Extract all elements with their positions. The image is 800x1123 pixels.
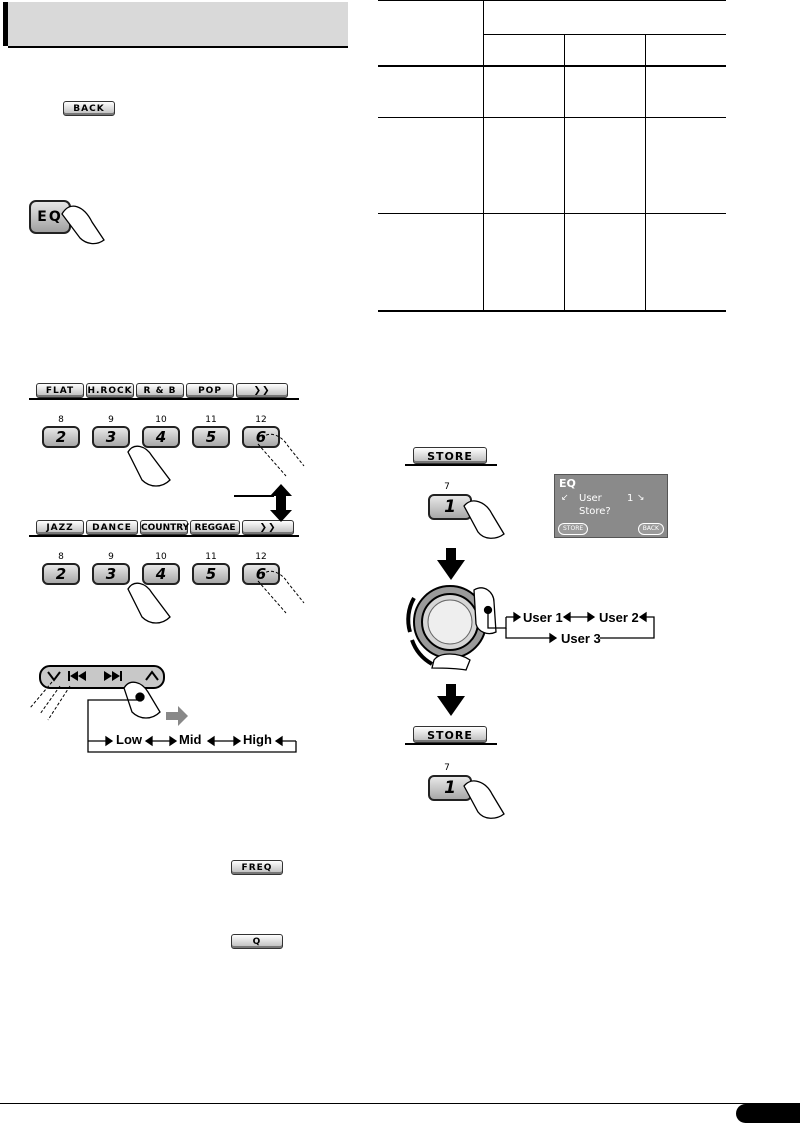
user-cycle-loop (485, 607, 655, 643)
eq-button[interactable]: EQ (29, 200, 71, 234)
preset-next-button[interactable]: ❯❯ (236, 383, 288, 398)
back-button[interactable]: BACK (63, 101, 115, 116)
number-key-1[interactable]: 1 (428, 775, 472, 801)
key-number-label: 8 (58, 415, 64, 425)
preset-flat-button[interactable]: FLAT (36, 383, 84, 398)
band-selector-bar (40, 666, 164, 688)
number-key-3[interactable]: 3 (92, 563, 130, 585)
pointing-finger-icon (62, 206, 104, 243)
number-key-6[interactable]: 6 (242, 563, 280, 585)
preset-pop-button[interactable]: POP (186, 383, 234, 398)
pointing-finger-icon (258, 434, 304, 476)
key-number-label: 9 (108, 415, 114, 425)
key-number-label: 10 (155, 552, 167, 562)
key-number-label: 9 (108, 552, 114, 562)
display-user-label: User (579, 493, 602, 504)
double-arrow-icon (234, 484, 292, 522)
number-key-2[interactable]: 2 (42, 426, 80, 448)
display-title: EQ (559, 477, 576, 490)
user-1-label: User 1 (523, 610, 563, 625)
preset-rnb-button[interactable]: R & B (136, 383, 184, 398)
display-right-arrow-icon: ↘ (637, 493, 645, 503)
display-user-number: 1 (627, 493, 634, 504)
band-mid-label: Mid (179, 732, 202, 747)
key-number-label: 7 (444, 482, 450, 492)
down-arrow-icon (437, 548, 465, 580)
key-number-label: 12 (255, 415, 267, 425)
down-arrow-icon (437, 684, 465, 716)
band-cycle-loop (88, 700, 296, 752)
number-key-5[interactable]: 5 (192, 563, 230, 585)
display-store-prompt: Store? (579, 506, 611, 517)
pointing-finger-icon (464, 781, 504, 818)
q-button[interactable]: Q (231, 934, 283, 949)
freq-button[interactable]: FREQ (231, 860, 283, 875)
band-low-label: Low (116, 732, 142, 747)
band-high-label: High (243, 732, 272, 747)
display-back-button: BACK (638, 523, 664, 535)
preset-next-button[interactable]: ❯❯ (242, 520, 294, 535)
preset-jazz-button[interactable]: JAZZ (36, 520, 84, 535)
key-number-label: 11 (205, 415, 217, 425)
pointing-finger-icon (128, 446, 170, 486)
store-button[interactable]: STORE (413, 447, 487, 464)
store-button[interactable]: STORE (413, 726, 487, 743)
key-number-label: 7 (444, 763, 450, 773)
arrow-right-icon (166, 706, 188, 726)
preset-hrock-button[interactable]: H.ROCK (86, 383, 134, 398)
number-key-4[interactable]: 4 (142, 563, 180, 585)
page-number-tab (736, 1104, 800, 1123)
user-3-label: User 3 (561, 631, 601, 646)
preset-dance-button[interactable]: DANCE (86, 520, 138, 535)
key-number-label: 8 (58, 552, 64, 562)
user-2-label: User 2 (599, 610, 639, 625)
number-key-3[interactable]: 3 (92, 426, 130, 448)
number-key-1[interactable]: 1 (428, 494, 472, 520)
number-key-5[interactable]: 5 (192, 426, 230, 448)
display-left-arrow-icon: ↙ (561, 493, 569, 503)
number-key-4[interactable]: 4 (142, 426, 180, 448)
key-number-label: 10 (155, 415, 167, 425)
key-number-label: 12 (255, 552, 267, 562)
footer-rule (0, 1103, 800, 1104)
preset-reggae-button[interactable]: REGGAE (190, 520, 240, 535)
pointing-finger-icon (128, 583, 170, 623)
display-store-button: STORE (558, 523, 588, 535)
pointing-finger-icon (258, 571, 304, 613)
number-key-6[interactable]: 6 (242, 426, 280, 448)
number-key-2[interactable]: 2 (42, 563, 80, 585)
pointing-finger-icon (464, 501, 504, 538)
key-number-label: 11 (205, 552, 217, 562)
preset-country-button[interactable]: COUNTRY (140, 520, 188, 535)
